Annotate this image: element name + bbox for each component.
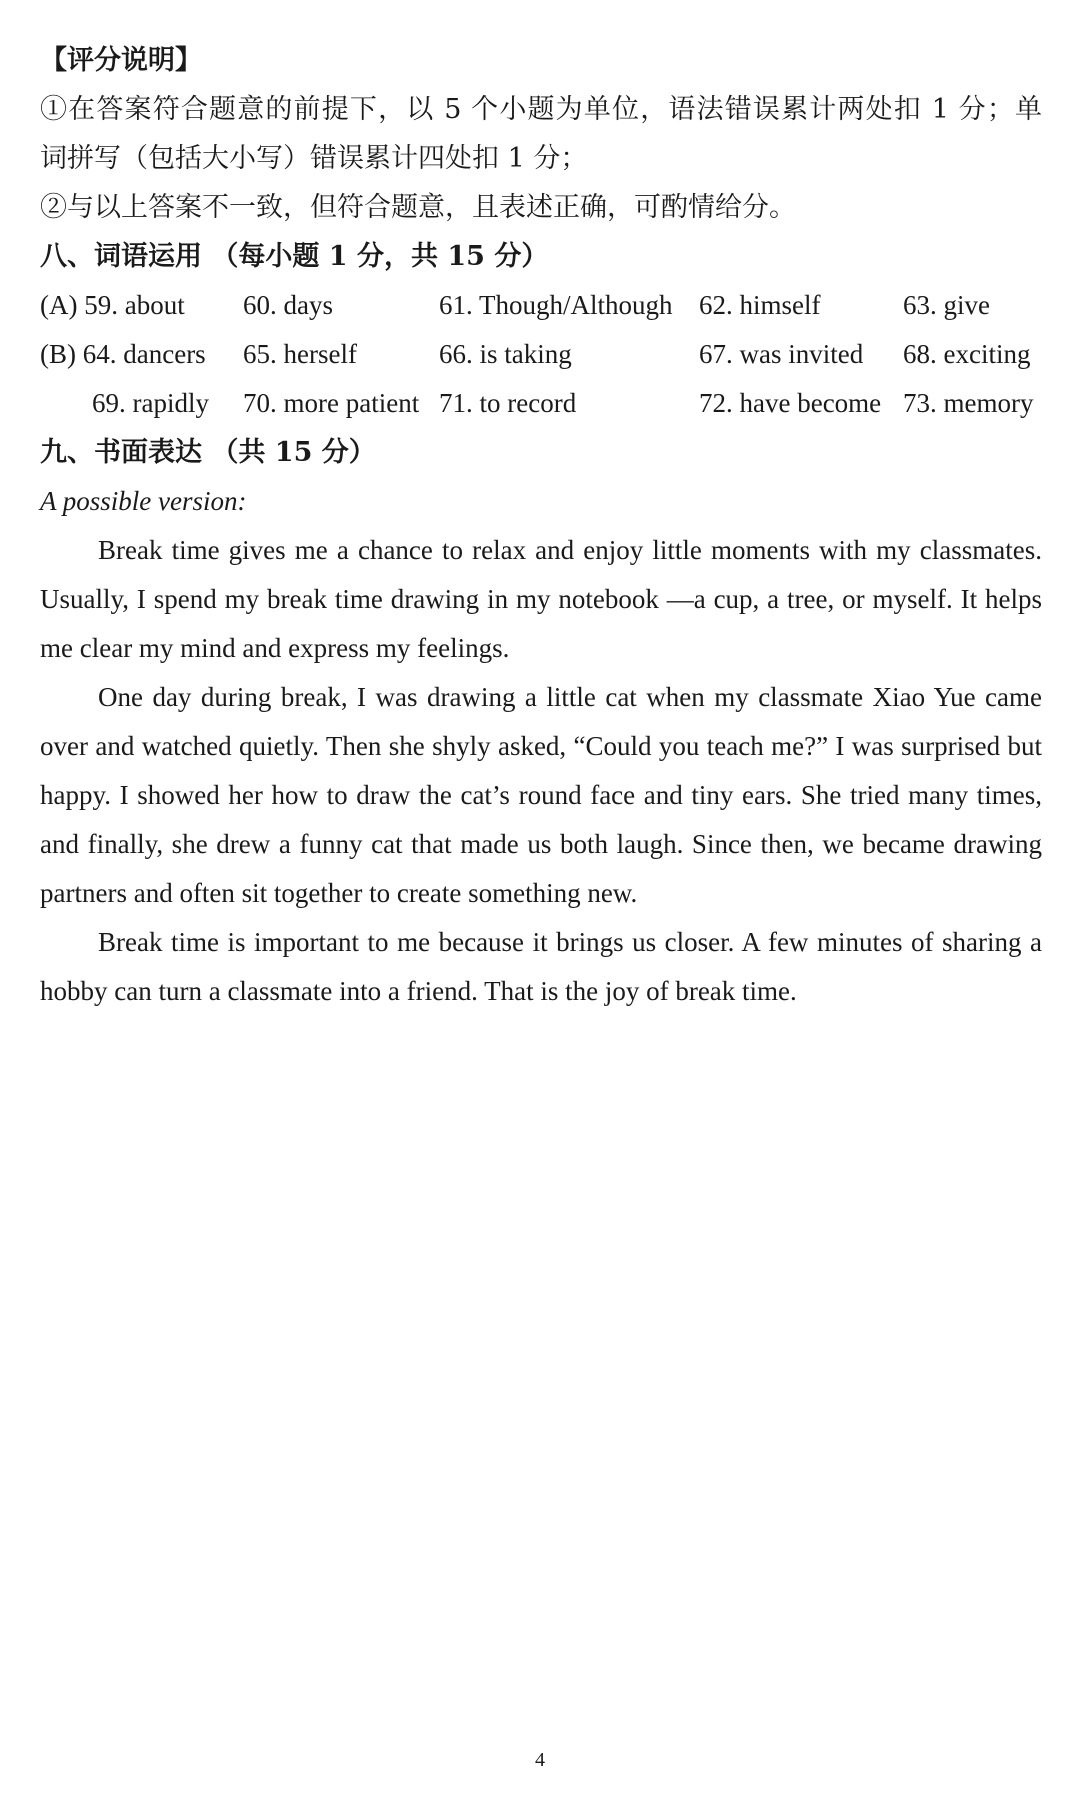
scoring-rule-2: ②与以上答案不一致，但符合题意，且表述正确，可酌情给分。 bbox=[40, 192, 796, 223]
page-number: 4 bbox=[535, 1749, 545, 1771]
answer-item: 61. Though/Although bbox=[439, 290, 673, 320]
answer-item: 68. exciting bbox=[903, 339, 1031, 369]
answer-item: 62. himself bbox=[699, 290, 821, 320]
answers-row-b2 bbox=[40, 379, 1042, 428]
essay-paragraph-3: Break time is important to me because it brings us closer. A few minutes of sharing a hobby can turn a classmate into a friend. That is the joy of break time. bbox=[40, 927, 1042, 1006]
answer-item: 63. give bbox=[903, 290, 990, 320]
section-8-heading: 八、词语运用 （每小题 1 分，共 15 分） bbox=[40, 241, 549, 272]
essay-paragraph-2: One day during break, I was drawing a little cat when my classmate Xiao Yue came over and watched quietly. Then she shyly asked, “Could you teach me?” I was surprised but happy. I showed her how to draw the cat’s round face and tiny ears. She tried many times, and finally, she drew a funny cat that made us both laugh. Since then, we became drawing partners and often sit together to create something new. bbox=[40, 682, 1042, 908]
answer-item: 60. days bbox=[243, 290, 333, 320]
answer-item: 65. herself bbox=[243, 339, 357, 369]
answers-row-a bbox=[40, 281, 1042, 330]
essay-paragraph-1: Break time gives me a chance to relax and enjoy little moments with my classmates. Usually, I spend my break time drawing in my notebook —a cup, a tree, or myself. It helps me clear my mind and express my feelings. bbox=[40, 535, 1042, 663]
possible-version-label: A possible version: bbox=[40, 486, 247, 516]
answer-item: 67. was invited bbox=[699, 339, 864, 369]
section-9-heading: 九、书面表达 （共 15 分） bbox=[40, 437, 376, 468]
answer-key-page bbox=[40, 36, 1042, 1016]
answers-row-b1 bbox=[40, 330, 1042, 379]
answer-item: 66. is taking bbox=[439, 339, 572, 369]
answer-item: 73. memory bbox=[903, 388, 1034, 418]
scoring-rule-1-line-1: ①在答案符合题意的前提下，以 5 个小题为单位，语法错误累计两处扣 1 分；单 bbox=[40, 94, 1042, 125]
answer-item: 72. have become bbox=[699, 388, 882, 418]
answer-item: (A) 59. about bbox=[40, 290, 185, 320]
scoring-rule-1-line-2: 词拼写（包括大小写）错误累计四处扣 1 分； bbox=[40, 143, 588, 174]
scoring-notes-title: 【评分说明】 bbox=[40, 45, 202, 76]
answer-item: 70. more patient bbox=[243, 388, 420, 418]
answer-item: (B) 64. dancers bbox=[40, 339, 206, 369]
answer-item: 71. to record bbox=[439, 388, 577, 418]
answer-item: 69. rapidly bbox=[92, 388, 209, 418]
